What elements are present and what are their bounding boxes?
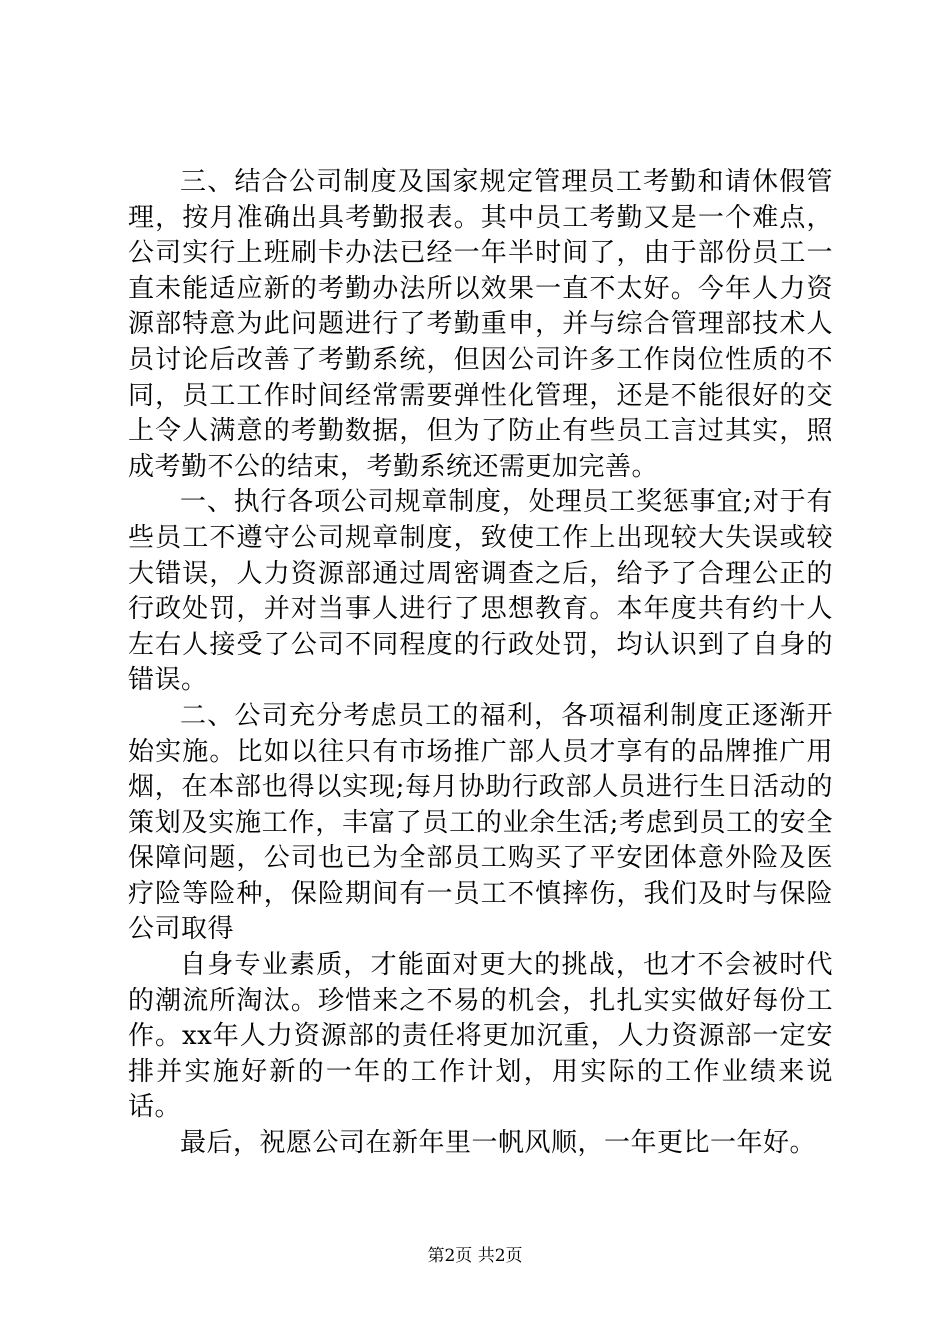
paragraph-attendance: 三、结合公司制度及国家规定管理员工考勤和请休假管理，按月准确出具考勤报表。其中员工考勤又是一个难点，公司实行上班刷卡办法已经一年半时间了，由于部份员工一直未能适应新的考勤办法所以效果一直不太好。今年人力资源部特意为此问题进行了考勤重申，并与综合管理部技术人员讨论后改善了考勤系统，但因公司许多工作岗位性质的不同，员工工作时间经常需要弹性化管理，还是不能很好的交上令人满意的考勤数据，但为了防止有些员工言过其实，照成考勤不公的结束，考勤系统还需更加完善。 bbox=[128, 167, 833, 482]
paragraph-welfare: 二、公司充分考虑员工的福利，各项福利制度正逐渐开始实施。比如以往只有市场推广部人员才享有的品牌推广用烟，在本部也得以实现;每月协助行政部人员进行生日活动的策划及实施工作，丰富了员工的业余生活;考虑到员工的安全保障问题，公司也已为全部员工购买了平安团体意外险及医疗险等险种，保险期间有一员工不慎摔伤，我们及时与保险公司取得 bbox=[128, 700, 833, 945]
paragraph-regulations: 一、执行各项公司规章制度，处理员工奖惩事宜;对于有些员工不遵守公司规章制度，致使工作上出现较大失误或较大错误，人力资源部通过周密调查之后，给予了合理公正的行政处罚，并对当事人进行了思想教育。本年度共有约十人左右人接受了公司不同程度的行政处罚，均认识到了自身的错误。 bbox=[128, 487, 833, 696]
page-number: 第2页 共2页 bbox=[427, 1246, 523, 1266]
page-footer bbox=[0, 1245, 950, 1267]
document-body bbox=[128, 165, 833, 1162]
paragraph-closing-wish: 最后，祝愿公司在新年里一帆风顺，一年更比一年好。 bbox=[180, 1128, 817, 1159]
paragraph-professional-quality: 自身专业素质，才能面对更大的挑战，也才不会被时代的潮流所淘汰。珍惜来之不易的机会，扎扎实实做好每份工作。xx年人力资源部的责任将更加沉重，人力资源部一定安排并实施好新的一年的工作计划，用实际的工作业绩来说话。 bbox=[128, 950, 833, 1123]
